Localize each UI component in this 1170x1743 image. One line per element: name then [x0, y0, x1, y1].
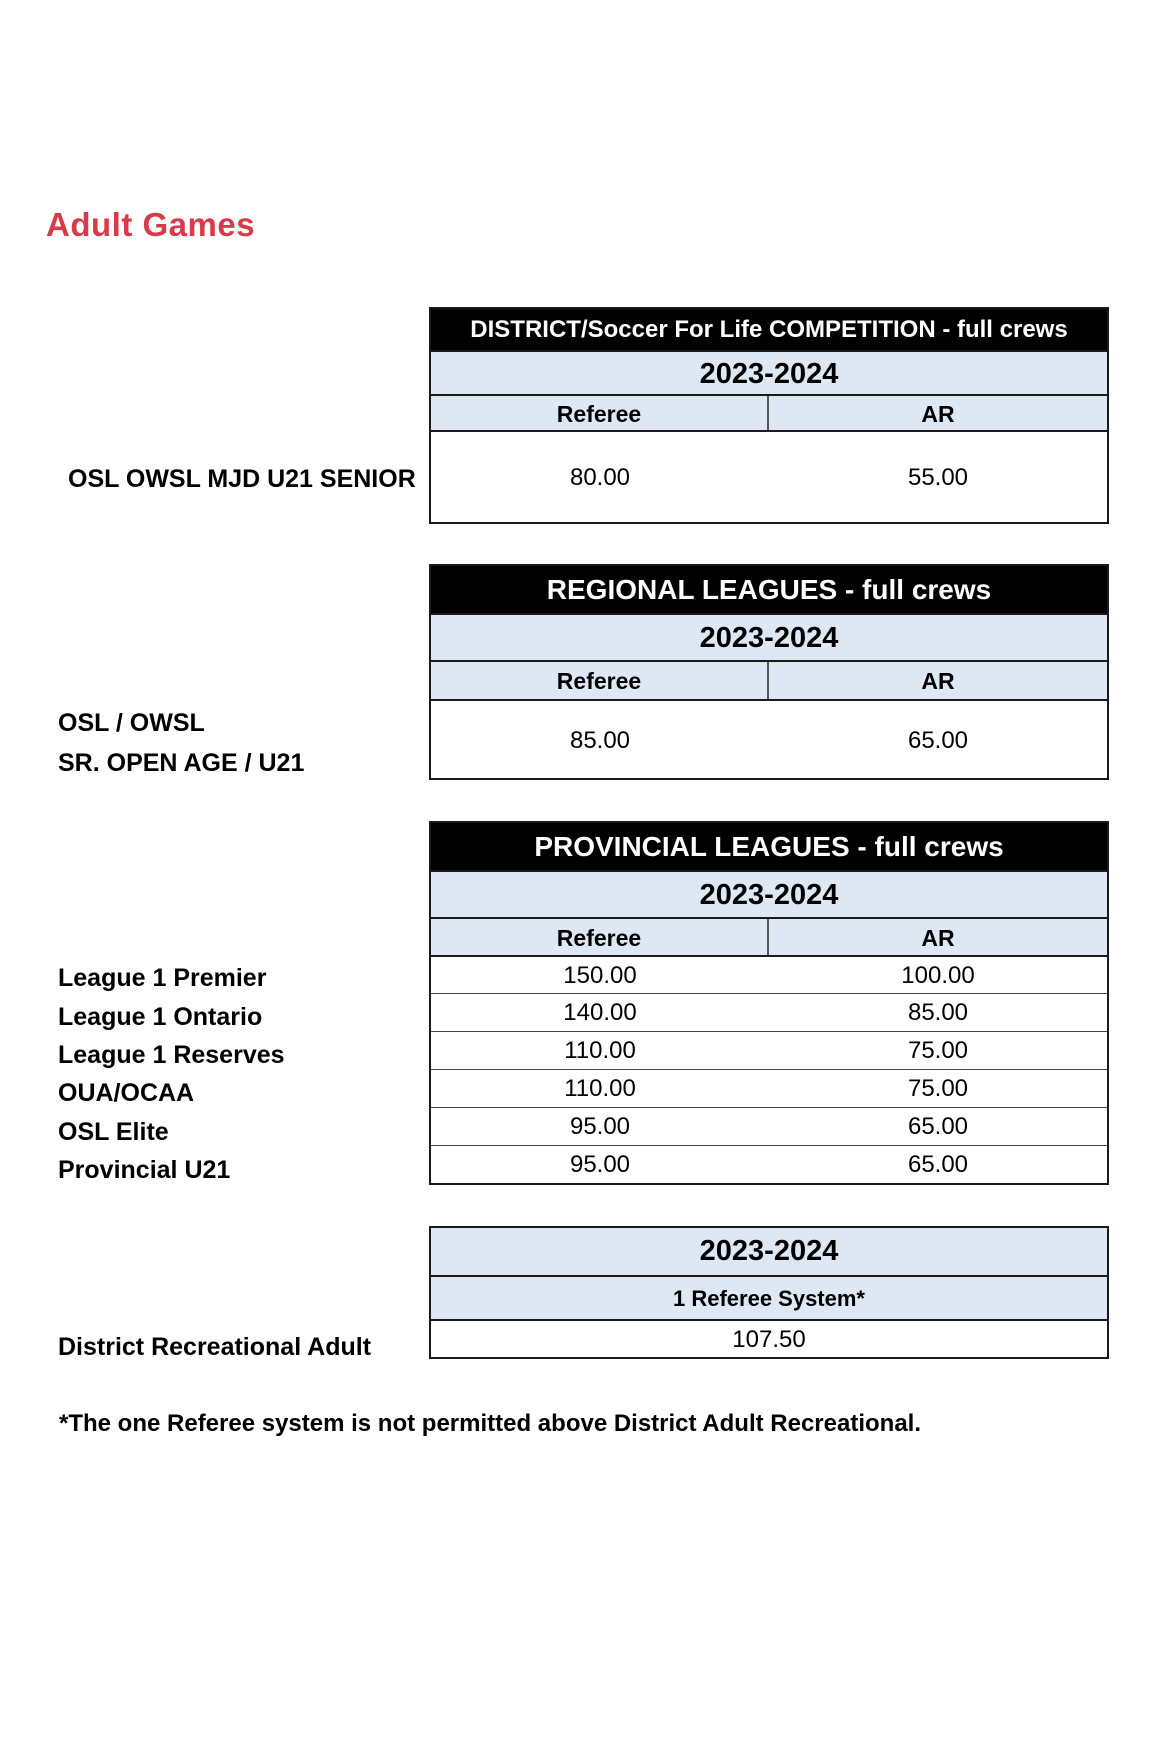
regional-rate-table — [429, 564, 1109, 780]
recreational-season: 2023-2024 — [431, 1228, 1107, 1275]
referee-fee: 107.50 — [732, 1326, 806, 1353]
recreational-row-label: District Recreational Adult — [58, 1333, 372, 1361]
provincial-table-header: PROVINCIAL LEAGUES - full crews — [431, 823, 1107, 870]
ar-fee: 75.00 — [907, 1037, 969, 1064]
page-title: Adult Games — [46, 206, 256, 243]
regional-label-line2: SR. OPEN AGE / U21 — [58, 749, 305, 777]
recreational-column-header — [431, 1275, 1107, 1319]
referee-fee: 140.00 — [563, 999, 637, 1026]
ar-fee: 65.00 — [907, 1113, 969, 1140]
regional-table-header: REGIONAL LEAGUES - full crews — [431, 566, 1107, 613]
district-rate-table — [429, 307, 1109, 524]
ar-fee: 100.00 — [901, 962, 975, 989]
district-table-header: DISTRICT/Soccer For Life COMPETITION - full crews — [431, 309, 1107, 350]
table-row — [431, 1107, 1107, 1145]
referee-fee: 80.00 — [569, 464, 631, 491]
provincial-row-label: OSL Elite — [58, 1118, 169, 1146]
referee-fee: 85.00 — [569, 727, 631, 754]
referee-fee: 110.00 — [564, 1075, 636, 1102]
provincial-column-headers — [431, 917, 1107, 955]
district-column-headers — [431, 394, 1107, 430]
ar-fee: 85.00 — [907, 999, 969, 1026]
column-ar: AR — [921, 925, 955, 951]
regional-label-line1: OSL / OWSL — [58, 709, 205, 737]
column-referee: Referee — [431, 919, 769, 955]
ar-fee: 75.00 — [907, 1075, 969, 1102]
column-1-referee-system: 1 Referee System* — [672, 1286, 865, 1311]
table-row — [431, 1145, 1107, 1183]
provincial-row-label: Provincial U21 — [58, 1156, 231, 1184]
table-row — [431, 1031, 1107, 1069]
provincial-rate-table — [429, 821, 1109, 1185]
referee-fee: 150.00 — [563, 962, 637, 989]
column-ar: AR — [921, 401, 955, 427]
referee-fee: 95.00 — [569, 1151, 631, 1178]
referee-fee: 95.00 — [569, 1113, 631, 1140]
recreational-rate-table — [429, 1226, 1109, 1359]
district-season: 2023-2024 — [431, 350, 1107, 394]
ar-fee: 65.00 — [907, 1151, 969, 1178]
table-row — [431, 699, 1107, 778]
referee-fee: 110.00 — [564, 1037, 636, 1064]
provincial-row-label: OUA/OCAA — [58, 1079, 195, 1107]
regional-column-headers — [431, 660, 1107, 699]
provincial-season: 2023-2024 — [431, 870, 1107, 917]
table-row — [431, 955, 1107, 993]
regional-season: 2023-2024 — [431, 613, 1107, 660]
table-row — [431, 1319, 1107, 1357]
provincial-row-label: League 1 Ontario — [58, 1003, 263, 1031]
footnote: *The one Referee system is not permitted above District Adult Recreational. — [59, 1410, 922, 1437]
column-referee: Referee — [431, 396, 769, 430]
table-row — [431, 993, 1107, 1031]
provincial-row-label: League 1 Premier — [58, 964, 267, 992]
provincial-row-label: League 1 Reserves — [58, 1041, 285, 1069]
table-row — [431, 430, 1107, 522]
district-row-label: OSL OWSL MJD U21 SENIOR — [68, 465, 416, 493]
column-referee: Referee — [431, 662, 769, 699]
ar-fee: 55.00 — [907, 464, 969, 491]
table-row — [431, 1069, 1107, 1107]
ar-fee: 65.00 — [907, 727, 969, 754]
column-ar: AR — [921, 668, 955, 694]
